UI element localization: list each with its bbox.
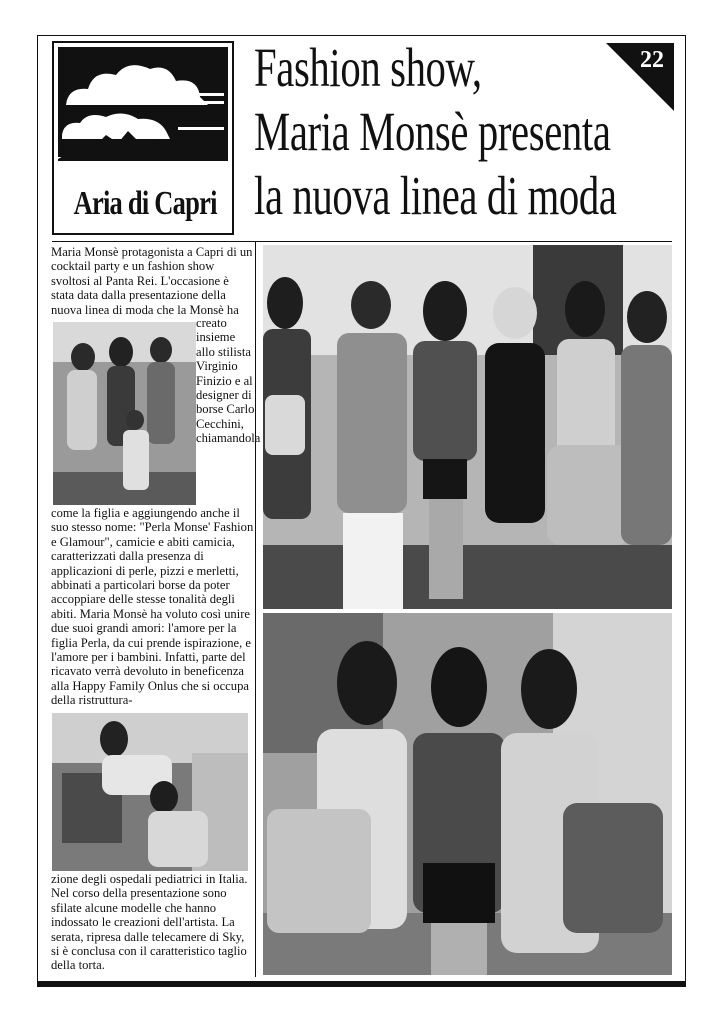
article-paragraph-intro: Maria Monsè protagonista a Capri di un cocktail party e un fashion show svoltosi al Panta Rei. L'occasione è stata data dalla presentazione della nuova linea di moda che la Monsè ha <box>51 245 253 317</box>
header-rule <box>52 241 672 242</box>
logo-text: Aria di Capri <box>73 185 217 222</box>
photo-models-posing <box>52 713 248 871</box>
photo-three-models <box>263 613 672 975</box>
logo-clouds-illustration <box>58 47 228 185</box>
headline-line-1: Fashion show, <box>254 37 482 98</box>
bottom-bar <box>37 981 686 987</box>
photo-group-six-people <box>263 245 672 609</box>
article-paragraph-wrap: creato insieme allo stilista Virginio Finizio e al designer di borse Carlo Cecchini, chiamandola <box>196 316 261 446</box>
article-paragraph-end: zione degli ospedali pediatrici in Italia. Nel corso della presentazione sono sfilate alcune modelle che hanno indossato le creazioni dell'artista. La serata, ripresa dalle telecamere di Sky, si è conclusa con il caratteristico taglio della torta. <box>51 872 248 973</box>
logo <box>52 41 234 235</box>
headline <box>254 36 617 228</box>
article-paragraph-body: come la figlia e aggiungendo anche il suo stesso nome: "Perla Monse' Fashion e Glamour", camicie e abiti camicia, caratterizzati dalla presenza di applicazioni di perle, pizzi e merletti, abbinati a particolari borse da poter accoppiare delle stesse tonalità degli abiti. Maria Monsè ha voluto così unire due suoi grandi amori: l'amore per la figlia Perla, da cui prende ispirazione, e l'amore per i bambini. Infatti, parte del ricavato verrà devoluto in beneficenza alla Happy Family Onlus che si occupa della ristruttura- <box>51 506 254 708</box>
headline-line-2: Maria Monsè presenta <box>254 101 611 162</box>
page-number: 22 <box>640 47 664 73</box>
photo-women-and-child <box>53 322 196 505</box>
headline-line-3: la nuova linea di moda <box>254 165 617 226</box>
